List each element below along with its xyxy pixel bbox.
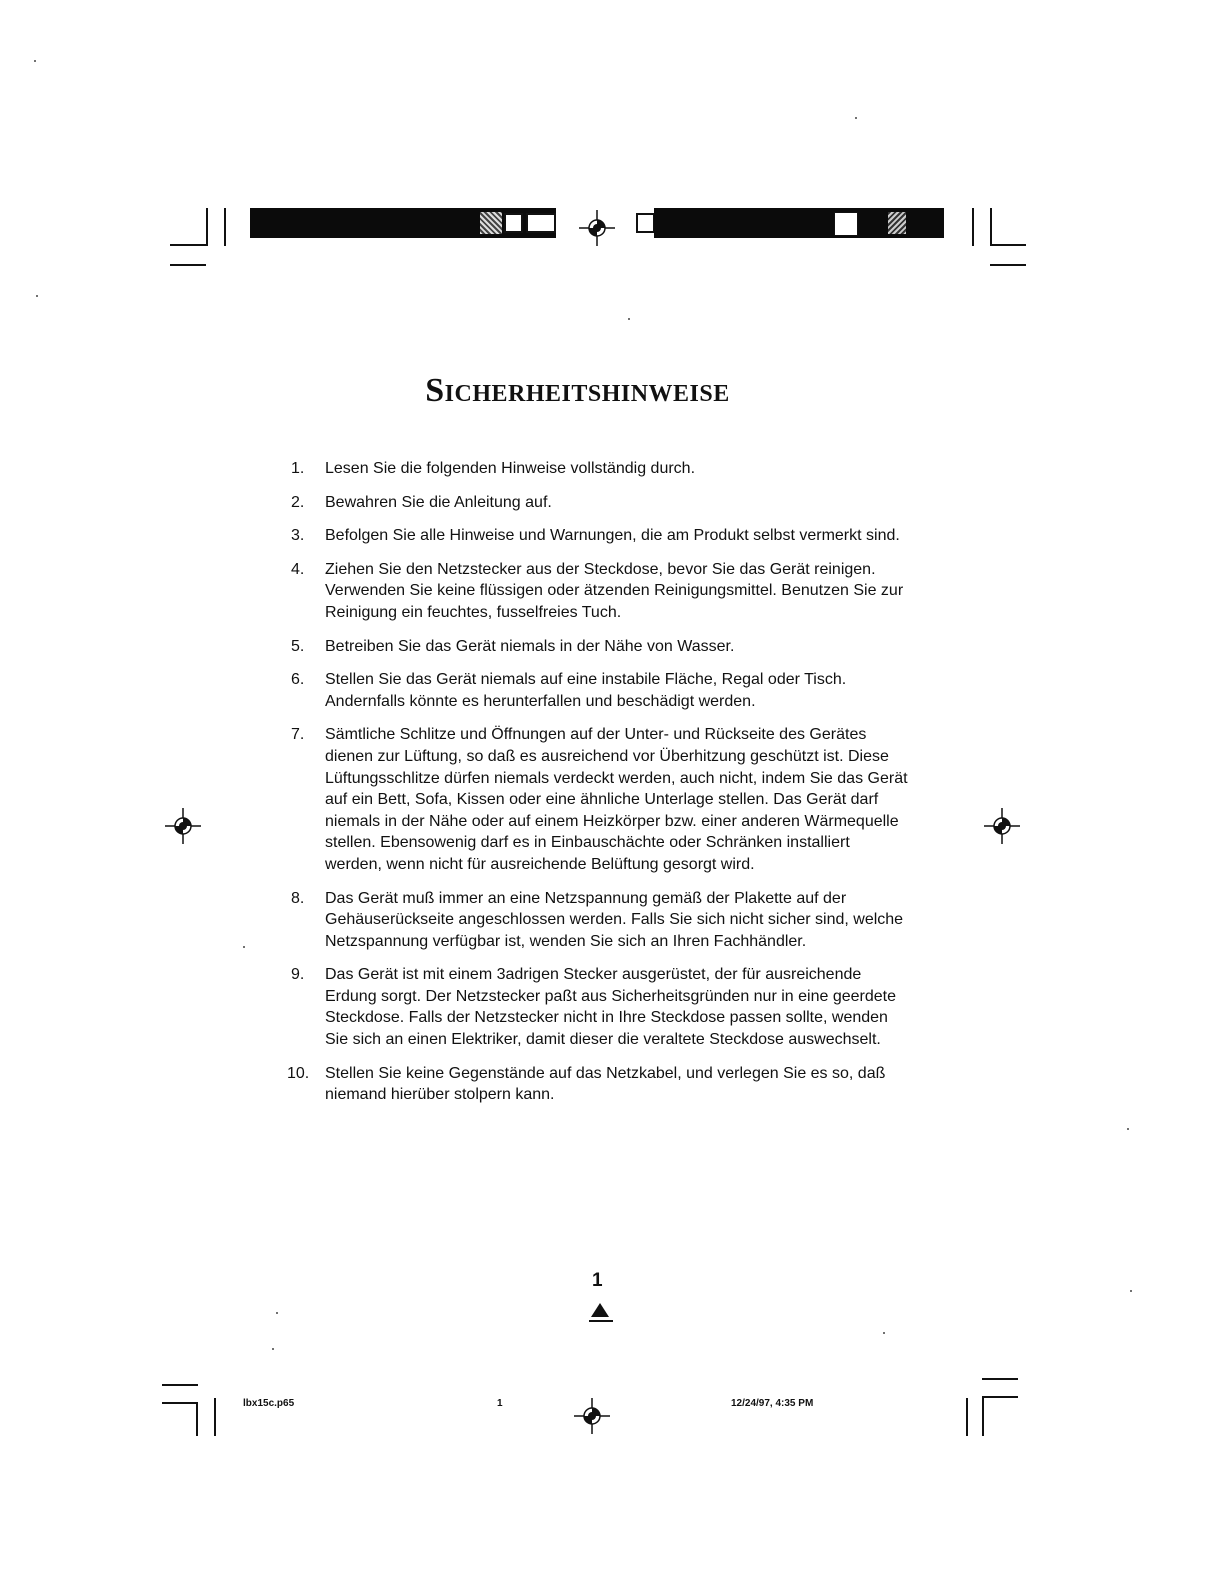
scan-speck [628, 318, 630, 320]
color-bar-white-patch [834, 212, 858, 236]
item-number: 3. [291, 527, 305, 545]
scan-speck [36, 295, 38, 297]
crop-mark [990, 208, 992, 246]
list-item [287, 1063, 911, 1106]
item-number: 4. [291, 560, 305, 578]
list-item [291, 964, 911, 1050]
crop-mark [982, 1396, 984, 1436]
registration-mark-icon [982, 806, 1022, 846]
scan-speck [1130, 1290, 1132, 1292]
list-item [291, 492, 911, 514]
scan-speck [272, 1348, 274, 1350]
scan-speck [1127, 1128, 1129, 1130]
registration-mark-icon [163, 806, 203, 846]
item-number: 1. [291, 460, 305, 477]
crop-mark [972, 208, 974, 246]
item-number: 2. [291, 493, 305, 511]
item-text: Sämtliche Schlitze und Öffnungen auf der Unter- und Rückseite des Gerätes dienen zur Lüftung, so daß es ausreichend vor Überhitzung geschützt ist. Diese Lüftungsschlitze dürfen niemals verdeckt werden, auch nicht, indem Sie das Gerät auf ein Bett, Sofa, Kissen oder eine ähnliche Unterlage stellen. Das Gerät darf niemals in der Nähe oder auf einem Heizkörper bzw. einer anderen Wärmequelle stellen. Ebensowenig darf es in Einbauschächte oder Schränken installiert werden, wenn nicht für ausreichende Belüftung gesorgt wird. [325, 726, 908, 873]
slug-page: 1 [497, 1398, 503, 1409]
list-item [291, 636, 911, 658]
item-number: 10. [287, 1064, 310, 1082]
registration-mark-icon [572, 1396, 612, 1436]
crop-mark [982, 1378, 1018, 1380]
color-bar-square [636, 213, 655, 233]
scan-speck [855, 117, 857, 119]
page-triangle-icon [591, 1303, 609, 1317]
crop-mark [162, 1402, 198, 1404]
crop-mark [224, 208, 226, 246]
item-text: Betreiben Sie das Gerät niemals in der Nähe von Wasser. [325, 637, 735, 655]
item-text: Das Gerät muß immer an eine Netzspannung gemäß der Plakette auf der Gehäuserückseite angeschlossen werden. Falls Sie sich nicht sicher sind, welche Netzspannung verfügbar ist, wenden Sie sich an Ihren Fachhändler. [325, 889, 904, 950]
item-text: Lesen Sie die folgenden Hinweise vollständig durch. [325, 460, 696, 477]
scan-speck [276, 1312, 278, 1314]
crop-mark [206, 208, 208, 246]
crop-mark [170, 244, 208, 246]
list-item [291, 458, 911, 480]
item-number: 9. [291, 966, 305, 984]
item-text: Befolgen Sie alle Hinweise und Warnungen, die am Produkt selbst vermerkt sind. [325, 527, 900, 545]
item-number: 8. [291, 889, 305, 907]
crop-mark [982, 1396, 1018, 1398]
crop-mark [214, 1398, 216, 1436]
slug-timestamp: 12/24/97, 4:35 PM [731, 1398, 814, 1409]
crop-mark [966, 1398, 968, 1436]
divider [589, 1320, 613, 1322]
item-number: 6. [291, 671, 305, 689]
item-number: 7. [291, 726, 305, 744]
list-item [291, 669, 911, 712]
color-bar-square [537, 213, 556, 233]
item-text: Das Gerät ist mit einem 3adrigen Stecker ausgerüstet, der für ausreichende Erdung sorgt. Der Netzstecker paßt aus Sicherheitsgründen nur in eine geerdete Steckdose. Falls der Netzstecker nicht in Ihre Steckdose passen sollte, wenden Sie sich an einen Elektriker, damit dieser die veraltete Steckdose auswechselt. [325, 966, 896, 1049]
page-number: 1 [592, 1270, 603, 1291]
slug-filename: lbx15c.p65 [243, 1398, 295, 1409]
list-item [291, 525, 911, 547]
crop-mark [170, 264, 206, 266]
scan-speck [883, 1332, 885, 1334]
page-title: Sicherheitshinweise [425, 372, 730, 409]
item-number: 5. [291, 637, 305, 655]
item-text: Bewahren Sie die Anleitung auf. [325, 493, 552, 511]
list-item [291, 724, 911, 875]
crop-mark [196, 1402, 198, 1436]
item-text: Stellen Sie keine Gegenstände auf das Netzkabel, und verlegen Sie es so, daß niemand hierüber stolpern kann. [325, 1064, 886, 1104]
item-text: Ziehen Sie den Netzstecker aus der Steckdose, bevor Sie das Gerät reinigen. Verwenden Sie keine flüssigen oder ätzenden Reinigungsmittel. Benutzen Sie zur Reinigung ein feuchtes, fusselfreies Tuch. [325, 560, 904, 621]
crop-mark [990, 244, 1026, 246]
scan-speck [243, 946, 245, 948]
color-bar-square [504, 213, 523, 233]
crop-mark [162, 1384, 198, 1386]
halftone-swatch [480, 212, 502, 234]
scan-speck [34, 60, 36, 62]
crop-mark [990, 264, 1026, 266]
list-item [291, 888, 911, 953]
item-text: Stellen Sie das Gerät niemals auf eine instabile Fläche, Regal oder Tisch. Andernfalls könnte es herunterfallen und beschädigt werden. [325, 671, 847, 710]
registration-mark-icon [577, 208, 617, 248]
list-item [291, 559, 911, 624]
safety-instructions-list [287, 458, 911, 1118]
halftone-swatch [888, 212, 906, 234]
